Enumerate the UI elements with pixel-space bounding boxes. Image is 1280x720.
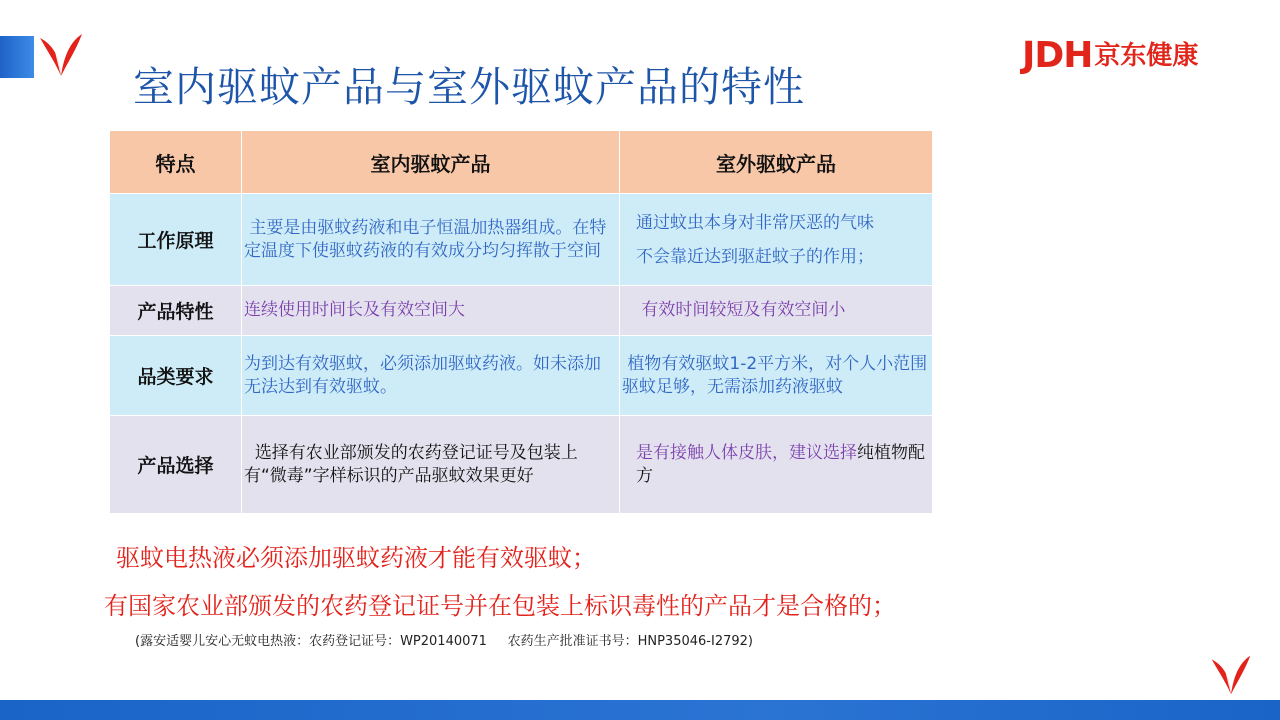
table-header-row — [110, 131, 933, 194]
table-row — [110, 336, 933, 416]
indoor-cell: 选择有农业部颁发的农药登记证号及包装上有“微毒”字样标识的产品驱蚊效果更好 — [242, 416, 620, 514]
page-title: 室内驱蚊产品与室外驱蚊产品的特性 — [133, 63, 805, 111]
row-label: 工作原理 — [110, 194, 242, 286]
row-label: 品类要求 — [110, 336, 242, 416]
leaf-logo-icon — [36, 30, 86, 80]
table-row — [110, 416, 933, 514]
header-feature: 特点 — [110, 131, 242, 194]
outdoor-text-a: 是有接触人体皮肤，建议选择 — [636, 442, 857, 463]
brand-name: 京东健康 — [1094, 41, 1199, 71]
footer-bar — [0, 700, 1280, 720]
conclusion-line-1: 驱蚊电热液必须添加驱蚊药液才能有效驱蚊； — [116, 544, 596, 572]
header-indoor: 室内驱蚊产品 — [242, 131, 620, 194]
leaf-logo-icon-small — [1208, 652, 1254, 698]
conclusion-line-2: 有国家农业部颁发的农药登记证号并在包装上标识毒性的产品才是合格的； — [104, 592, 896, 620]
outdoor-cell — [620, 416, 933, 514]
row-label: 产品选择 — [110, 416, 242, 514]
comparison-table — [109, 130, 933, 514]
outdoor-text-b: 纯植物配 方 — [636, 442, 925, 486]
outdoor-cell: 有效时间较短及有效空间小 — [620, 286, 933, 336]
outdoor-cell: 通过蚊虫本身对非常厌恶的气味 不会靠近达到驱赶蚊子的作用； — [620, 194, 933, 286]
indoor-cell: 为到达有效驱蚊，必须添加驱蚊药液。如未添加无法达到有效驱蚊。 — [242, 336, 620, 416]
outdoor-cell: 植物有效驱蚊1-2平方米，对个人小范围驱蚊足够，无需添加药液驱蚊 — [620, 336, 933, 416]
brand-mark: JDH — [1022, 35, 1093, 76]
left-accent-bar — [0, 36, 34, 78]
indoor-cell: 连续使用时间长及有效空间大 — [242, 286, 620, 336]
table-row — [110, 194, 933, 286]
row-label: 产品特性 — [110, 286, 242, 336]
brand-logo — [1022, 34, 1198, 78]
indoor-cell: 主要是由驱蚊药液和电子恒温加热器组成。在特定温度下使驱蚊药液的有效成分均匀挥散于空间 — [242, 194, 620, 286]
header-outdoor: 室外驱蚊产品 — [620, 131, 933, 194]
product-registration-note: (露安适婴儿安心无蚊电热液：农药登记证号：WP20140071 农药生产批准证书号：HNP35046-I2792) — [135, 634, 753, 649]
table-row — [110, 286, 933, 336]
